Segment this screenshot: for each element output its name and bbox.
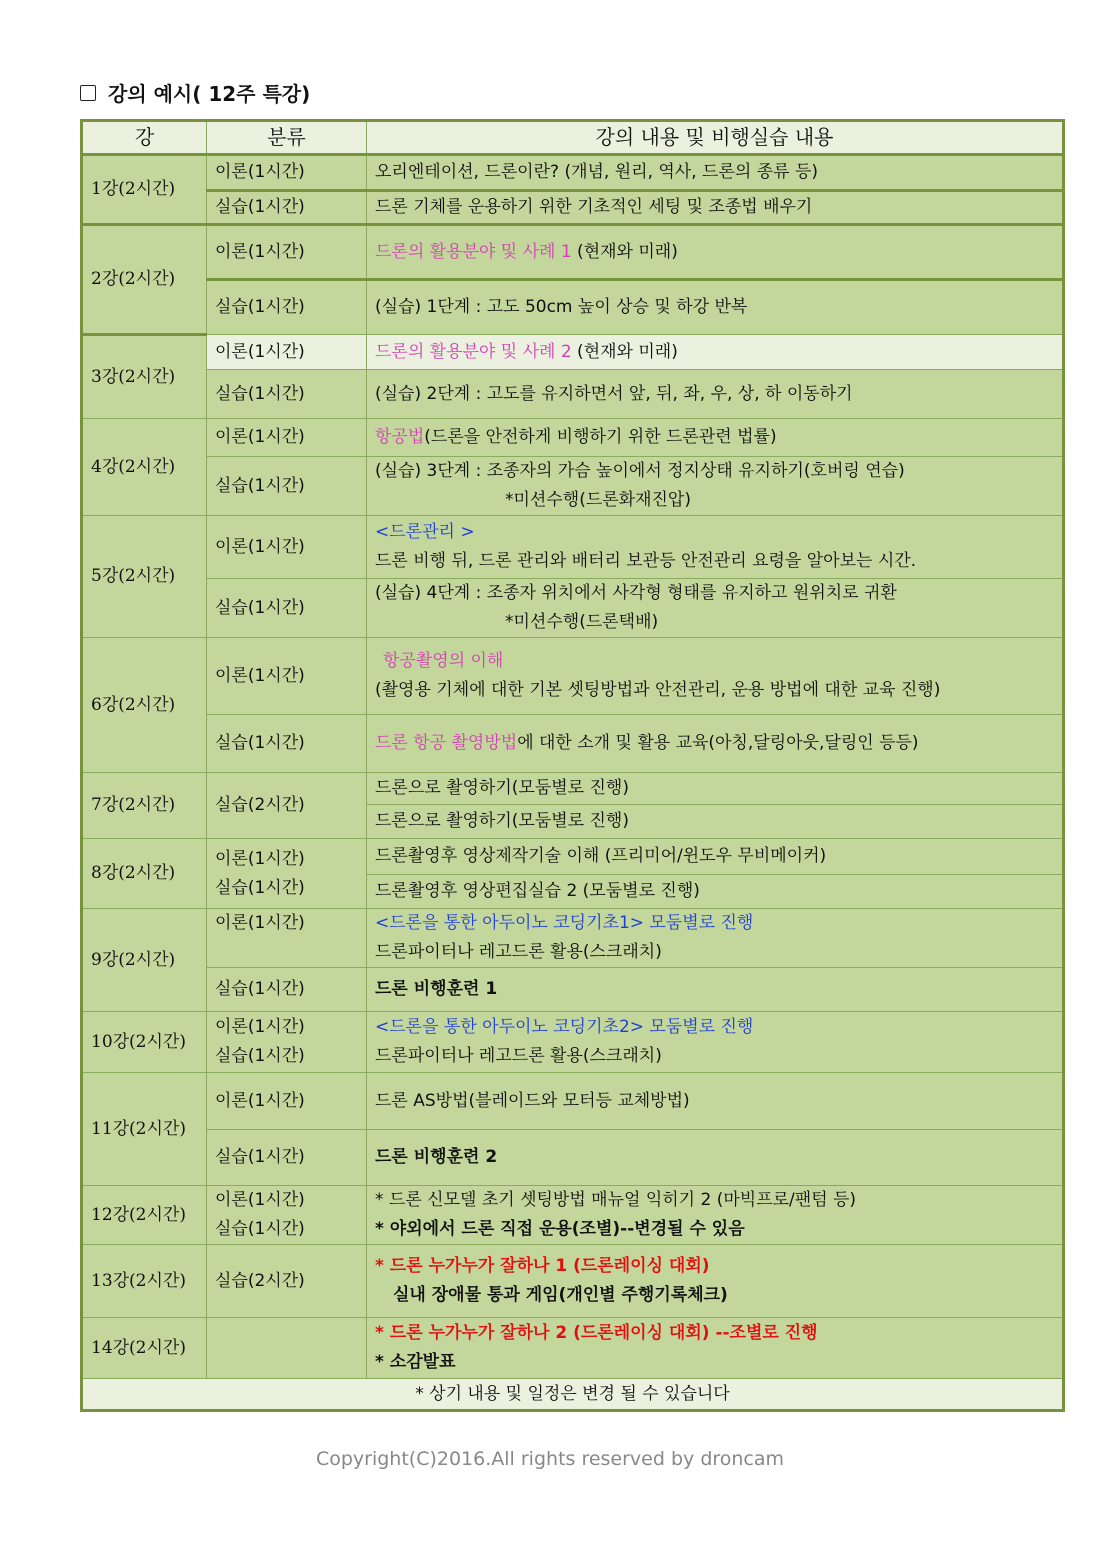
mission-text: *미션수행(드론택배): [505, 612, 659, 632]
category-cell: 실습(1시간): [207, 715, 367, 773]
content-text: 에 대한 소개 및 활용 교육(아칭,달링아웃,달링인 등등): [517, 733, 919, 753]
content-text: * 소감발표: [375, 1352, 456, 1372]
category-cell: 이론(1시간): [207, 909, 367, 968]
content-cell: (실습) 2단계 : 고도를 유지하면서 앞, 뒤, 좌, 우, 상, 하 이동하기: [367, 370, 1064, 419]
mission-text: *미션수행(드론화재진압): [505, 490, 691, 510]
lecture-number: 11강(2시간): [82, 1073, 207, 1186]
highlight-text: * 드론 누가누가 잘하나 1 (드론레이싱 대회): [375, 1256, 710, 1276]
category-cell: 실습(1시간): [207, 191, 367, 225]
table-row: [82, 370, 1064, 419]
content-cell: [367, 516, 1064, 579]
lecture-number: 7강(2시간): [82, 773, 207, 839]
category-cell: 실습(1시간): [207, 457, 367, 516]
table-row: [82, 1012, 1064, 1073]
table-row: [82, 715, 1064, 773]
category-text: 이론(1시간): [215, 1017, 305, 1037]
content-text: (촬영용 기체에 대한 기본 셋팅방법과 안전관리, 운용 방법에 대한 교육 진행): [375, 680, 941, 700]
category-cell: [207, 1318, 367, 1379]
lecture-number: 1강(2시간): [82, 155, 207, 225]
category-cell: 실습(1시간): [207, 1130, 367, 1186]
title-text: 강의 예시( 12주 특강): [108, 82, 311, 106]
table-row: [82, 909, 1064, 968]
lecture-number: 10강(2시간): [82, 1012, 207, 1073]
content-text: (현재와 미래): [571, 341, 678, 362]
content-cell: 드론촬영후 영상편집실습 2 (모둠별로 진행): [367, 875, 1064, 909]
category-text: 실습(1시간): [215, 877, 305, 898]
content-cell: [367, 419, 1064, 457]
header-category: 분류: [207, 121, 367, 155]
highlight-text: 드론의 활용분야 및 사례 1: [375, 241, 572, 262]
table-row: [82, 1073, 1064, 1130]
lecture-number: 8강(2시간): [82, 839, 207, 909]
table-row: [82, 155, 1064, 191]
table-row: [82, 1318, 1064, 1379]
category-text: 이론(1시간): [215, 1190, 305, 1210]
category-text: 실습(1시간): [215, 1046, 305, 1066]
content-text: * 드론 신모델 초기 셋팅방법 매뉴얼 익히기 2 (마빅프로/팬텀 등): [375, 1190, 857, 1210]
category-cell: 실습(1시간): [207, 280, 367, 335]
table-row: [82, 773, 1064, 805]
table-row: [82, 1186, 1064, 1245]
content-text: 드론파이터나 레고드론 활용(스크래치): [375, 1046, 662, 1066]
category-cell: 실습(1시간): [207, 579, 367, 638]
lecture-number: 12강(2시간): [82, 1186, 207, 1245]
checkbox-icon: [80, 85, 96, 101]
content-cell: 드론 AS방법(블레이드와 모터등 교체방법): [367, 1073, 1064, 1130]
table-row: [82, 457, 1064, 516]
content-cell: [367, 457, 1064, 516]
table-row: [82, 579, 1064, 638]
table-row: [82, 335, 1064, 370]
category-cell: [207, 1186, 367, 1245]
footer-note: * 상기 내용 및 일정은 변경 될 수 있습니다: [82, 1379, 1064, 1411]
category-cell: 이론(1시간): [207, 155, 367, 191]
lecture-number: 5강(2시간): [82, 516, 207, 638]
category-cell: 이론(1시간): [207, 225, 367, 280]
content-cell: [367, 909, 1064, 968]
lecture-number: 13강(2시간): [82, 1245, 207, 1318]
category-cell: 이론(1시간): [207, 419, 367, 457]
category-cell: 이론(1시간): [207, 1073, 367, 1130]
lecture-number: 2강(2시간): [82, 225, 207, 335]
content-cell: [367, 1245, 1064, 1318]
table-row: [82, 191, 1064, 225]
table-row: [82, 1130, 1064, 1186]
content-cell: [367, 715, 1064, 773]
highlight-text: <드론을 통한 아두이노 코딩기초2> 모둠별로 진행: [375, 1017, 754, 1037]
category-text: 실습(1시간): [215, 1219, 305, 1239]
table-row: [82, 1245, 1064, 1318]
category-cell: 실습(1시간): [207, 968, 367, 1012]
lecture-number: 9강(2시간): [82, 909, 207, 1012]
content-cell: 드론촬영후 영상제작기술 이해 (프리미어/윈도우 무비메이커): [367, 839, 1064, 875]
content-cell: [367, 638, 1064, 715]
highlight-text: <드론관리 >: [375, 522, 475, 542]
copyright-text: Copyright(C)2016.All rights reserved by droncam: [315, 1448, 785, 1470]
content-cell: 드론으로 촬영하기(모둠별로 진행): [367, 773, 1064, 805]
content-cell: 드론 비행훈련 2: [367, 1130, 1064, 1186]
table-header-row: [82, 121, 1064, 155]
content-cell: [367, 1318, 1064, 1379]
table-footer-row: [82, 1379, 1064, 1411]
content-text: (드론을 안전하게 비행하기 위한 드론관련 법률): [424, 427, 777, 447]
highlight-text: 항공법: [375, 427, 425, 447]
content-cell: 드론으로 촬영하기(모둠별로 진행): [367, 805, 1064, 839]
highlight-text: 항공촬영의 이해: [383, 651, 504, 671]
content-cell: [367, 1186, 1064, 1245]
table-row: [82, 638, 1064, 715]
category-cell: 이론(1시간): [207, 335, 367, 370]
content-cell: 오리엔테이션, 드론이란? (개념, 원리, 역사, 드론의 종류 등): [367, 155, 1064, 191]
content-text: 실내 장애물 통과 게임(개인별 주행기록체크): [393, 1285, 728, 1305]
table-row: [82, 968, 1064, 1012]
category-cell: 실습(2시간): [207, 1245, 367, 1318]
category-cell: 이론(1시간): [207, 516, 367, 579]
content-cell: 드론 기체를 운용하기 위한 기초적인 세팅 및 조종법 배우기: [367, 191, 1064, 225]
page-title: [80, 78, 310, 107]
highlight-text: 드론의 활용분야 및 사례 2: [375, 341, 572, 362]
content-cell: [367, 225, 1064, 280]
content-text: 드론파이터나 레고드론 활용(스크래치): [375, 942, 662, 962]
content-cell: [367, 335, 1064, 370]
category-cell: 실습(2시간): [207, 773, 367, 839]
lecture-number: 6강(2시간): [82, 638, 207, 773]
content-text: * 야외에서 드론 직접 운용(조별)--변경될 수 있음: [375, 1219, 745, 1239]
lecture-number: 3강(2시간): [82, 335, 207, 419]
category-cell: 이론(1시간): [207, 638, 367, 715]
content-text: (실습) 3단계 : 조종자의 가슴 높이에서 정지상태 유지하기(호버링 연습): [375, 461, 905, 481]
highlight-text: * 드론 누가누가 잘하나 2 (드론레이싱 대회) --조별로 진행: [375, 1323, 818, 1343]
category-cell: 실습(1시간): [207, 370, 367, 419]
header-content: 강의 내용 및 비행실습 내용: [367, 121, 1064, 155]
table-row: [82, 419, 1064, 457]
lecture-table: [80, 119, 1065, 1412]
lecture-number: 4강(2시간): [82, 419, 207, 516]
table-row: [82, 516, 1064, 579]
category-text: 이론(1시간): [215, 848, 305, 869]
content-cell: (실습) 1단계 : 고도 50cm 높이 상승 및 하강 반복: [367, 280, 1064, 335]
header-lecture: 강: [82, 121, 207, 155]
table-row: [82, 280, 1064, 335]
highlight-text: 드론 항공 촬영방법: [375, 733, 518, 753]
content-cell: [367, 1012, 1064, 1073]
content-cell: [367, 579, 1064, 638]
table-row: [82, 839, 1064, 875]
lecture-number: 14강(2시간): [82, 1318, 207, 1379]
highlight-text: <드론을 통한 아두이노 코딩기초1> 모둠별로 진행: [375, 913, 754, 933]
category-cell: [207, 1012, 367, 1073]
content-cell: 드론 비행훈련 1: [367, 968, 1064, 1012]
table-row: [82, 225, 1064, 280]
content-text: (현재와 미래): [571, 241, 678, 262]
content-text: (실습) 4단계 : 조종자 위치에서 사각형 형태를 유지하고 원위치로 귀환: [375, 583, 897, 603]
category-cell: [207, 839, 367, 909]
content-text: 드론 비행 뒤, 드론 관리와 배터리 보관등 안전관리 요령을 알아보는 시간.: [375, 551, 917, 571]
